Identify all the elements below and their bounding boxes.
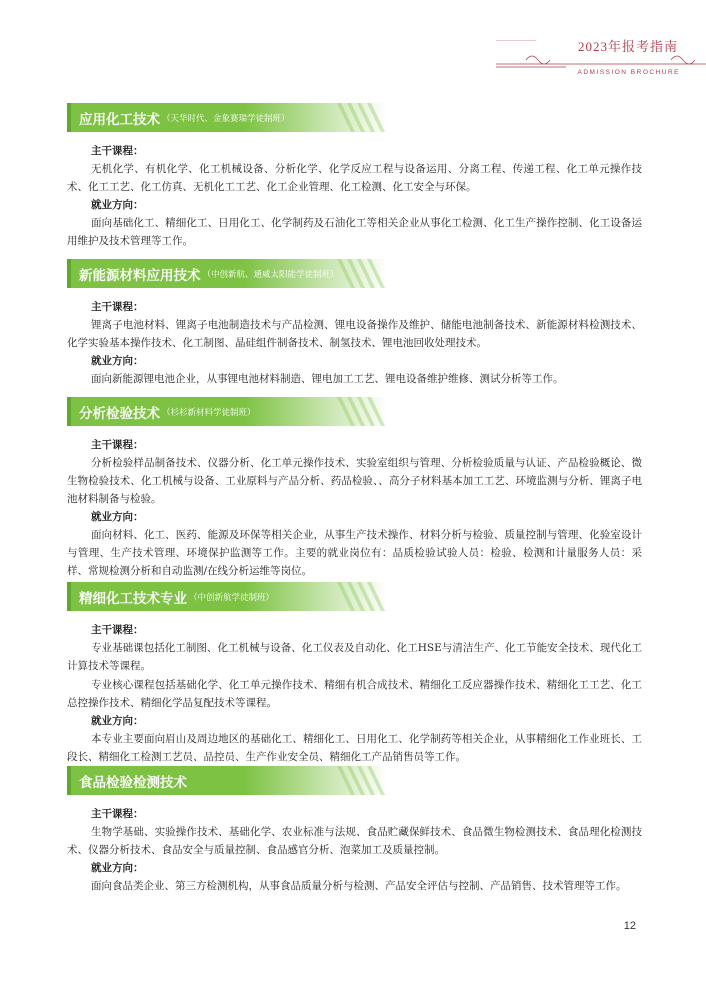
course-text: 锂离子电池材料、锂离子电池制造技术与产品检测、锂电设备操作及维护、储能电池制备技术、新能源材料检测技术、化学实验基本操作技术、化工制图、晶硅组件制备技术、制氢技术、锂电池回收处理技术。: [67, 319, 642, 349]
section-title: 分析检验技术: [79, 405, 160, 422]
course-text: 分析检验样品制备技术、仪器分析、化工单元操作技术、实验室组织与管理、分析检验质量与认证、产品检验概论、微生物检验技术、化工机械与设备、工业原料与产品分析、药品检验、、高分子材料基本加工工艺、环境监测与分析、锂离子电池材料制备与检验。: [67, 457, 642, 505]
banner-edge: [67, 259, 71, 288]
career-label: 就业方向：: [91, 715, 144, 727]
header-subtitle: ADMISSION BROCHURE: [577, 69, 680, 76]
section-banner: [67, 259, 387, 288]
course-text: 专业基础课包括化工制图、化工机械与设备、化工仪表及自动化、化工HSE与清洁生产、化工节能安全技术、现代化工计算技术等课程。: [67, 642, 642, 672]
career-label: 就业方向：: [91, 355, 144, 367]
program-section: [67, 259, 642, 388]
program-section: [67, 766, 642, 895]
section-title: 食品检验检测技术: [79, 774, 187, 791]
program-section: [67, 582, 642, 766]
course-text: 专业核心课程包括基础化学、化工单元操作技术、精细有机合成技术、精细化工反应器操作技术、精细化工工艺、化工总控操作技术、精细化学品复配技术等课程。: [67, 679, 642, 709]
section-title: 新能源材料应用技术: [79, 267, 201, 284]
page-number: 12: [623, 920, 636, 932]
section-banner: [67, 103, 387, 132]
banner-edge: [67, 766, 71, 795]
course-label: 主干课程：: [91, 808, 144, 820]
career-text: 面向基础化工、精细化工、日用化工、化学制药及石油化工等相关企业从事化工检测、化工生产操作控制、化工设备运用维护及技术管理等工作。: [67, 217, 642, 247]
section-subtitle: （中创新航、通威太阳能学徒制班）: [202, 269, 339, 280]
section-subtitle: （杉杉新材料学徒制班）: [162, 407, 256, 418]
program-section: [67, 397, 642, 580]
career-text: 面向新能源锂电池企业，从事锂电池材料制造、锂电加工工艺、锂电设备维护维修、测试分析等工作。: [91, 373, 564, 385]
section-title: 应用化工技术: [79, 111, 160, 128]
section-title: 精细化工技术专业: [79, 590, 187, 607]
course-text: 生物学基础、实验操作技术、基础化学、农业标准与法规、食品贮藏保鲜技术、食品微生物检测技术、食品理化检测技术、仪器分析技术、食品安全与质量控制、食品感官分析、泡菜加工及质量控制。: [67, 826, 642, 856]
section-subtitle: （天华时代、金象赛瑞学徒制班）: [162, 113, 290, 124]
course-label: 主干课程：: [91, 301, 144, 313]
career-text: 面向食品类企业、第三方检测机构，从事食品质量分析与检测、产品安全评估与控制、产品销售、技术管理等工作。: [91, 880, 627, 892]
page-header: [496, 34, 706, 80]
header-title: 2023年报考指南: [577, 39, 678, 54]
banner-edge: [67, 397, 71, 426]
career-text: 面向材料、化工、医药、能源及环保等相关企业，从事生产技术操作、材料分析与检验、质量控制与管理、化验室设计与管理、生产技术管理、环境保护监测等工作。主要的就业岗位有：品质检验试验人员：检验、检测和计量服务人员：采样、常规检测分析和自动监测/在线分析运维等岗位。: [67, 529, 642, 577]
career-label: 就业方向：: [91, 511, 144, 523]
career-label: 就业方向：: [91, 862, 144, 874]
career-text: 本专业主要面向眉山及周边地区的基础化工、精细化工、日用化工、化学制药等相关企业，从事精细化工作业班长、工段长、精细化工检测工艺员、品控员、生产作业安全员、精细化工产品销售员等工作。: [67, 733, 642, 763]
program-section: [67, 103, 642, 250]
career-label: 就业方向：: [91, 199, 144, 211]
banner-edge: [67, 103, 71, 132]
section-subtitle: （中创新航学徒制班）: [189, 592, 275, 603]
banner-edge: [67, 582, 71, 611]
section-banner: [67, 582, 387, 611]
course-label: 主干课程：: [91, 145, 144, 157]
section-banner: [67, 766, 387, 795]
course-text: 无机化学、有机化学、化工机械设备、分析化学、化学反应工程与设备运用、分离工程、传递工程、化工单元操作技术、化工工艺、化工仿真、无机化工工艺、化工企业管理、化工检测、化工安全与环保。: [67, 163, 642, 193]
section-banner: [67, 397, 387, 426]
course-label: 主干课程：: [91, 439, 144, 451]
course-label: 主干课程：: [91, 624, 144, 636]
